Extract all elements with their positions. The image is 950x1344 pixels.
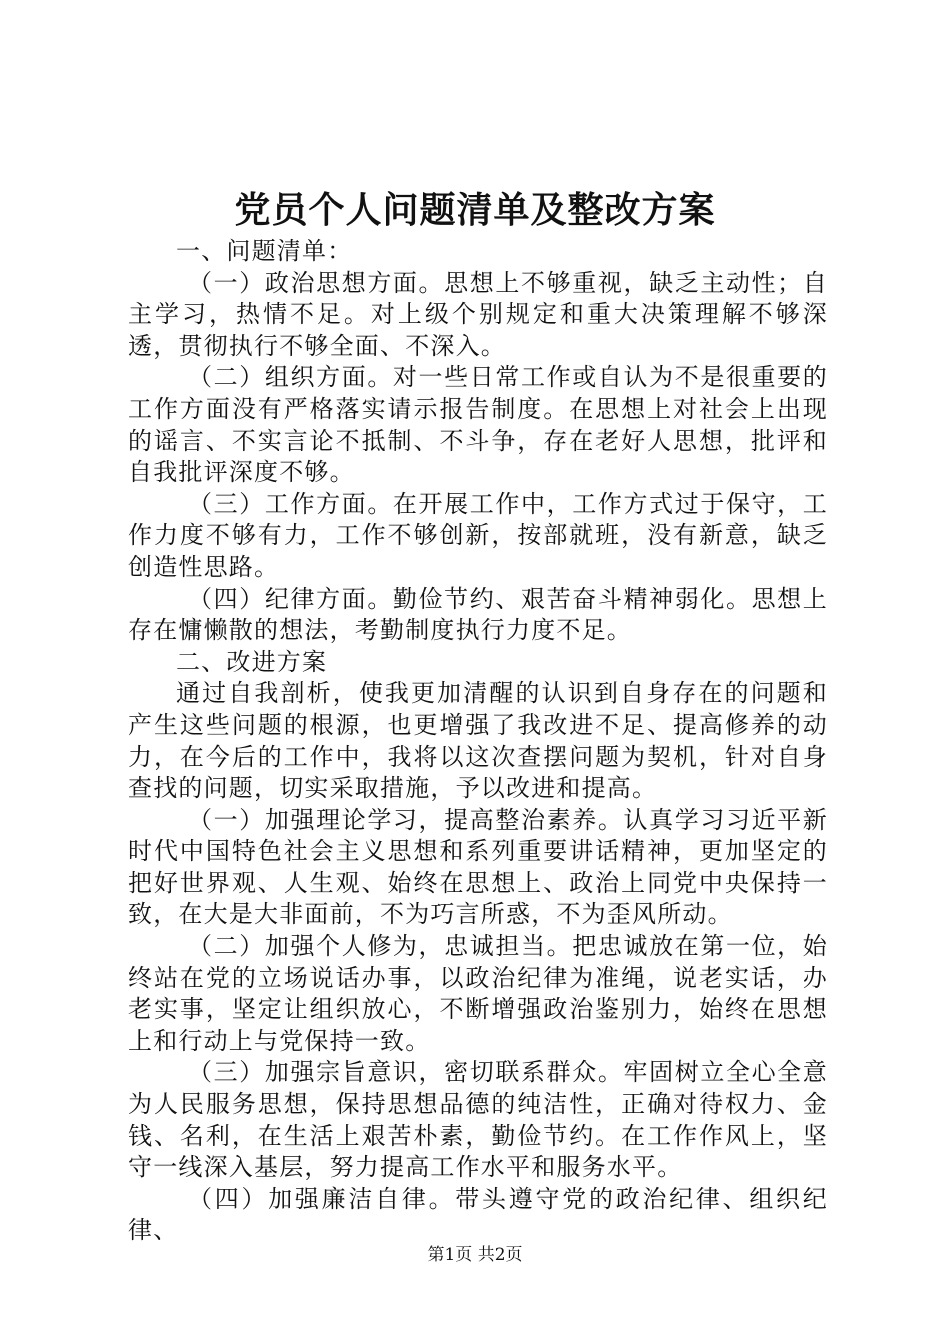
- paragraph-personal-cultivation: （二）加强个人修为，忠诚担当。把忠诚放在第一位，始终站在党的立场说话办事，以政治纪律为准绳，说老实话，办老实事，坚定让组织放心，不断增强政治鉴别力，始终在思想上和行动上与党保持一致。: [128, 932, 828, 1055]
- document-body: [128, 236, 828, 1247]
- paragraph-political-thought: （一）政治思想方面。思想上不够重视，缺乏主动性；自主学习，热情不足。对上级个别规定和重大决策理解不够深透，贯彻执行不够全面、不深入。: [128, 268, 828, 360]
- paragraph-integrity: （四）加强廉洁自律。带头遵守党的政治纪律、组织纪律、: [128, 1184, 828, 1245]
- paragraph-theory-study: （一）加强理论学习，提高整治素养。认真学习习近平新时代中国特色社会主义思想和系列重要讲话精神，更加坚定的把好世界观、人生观、始终在思想上、政治上同党中央保持一致，在大是大非面前，不为巧言所惑，不为歪风所动。: [128, 805, 828, 929]
- paragraph-discipline: （四）纪律方面。勤俭节约、艰苦奋斗精神弱化。思想上存在慵懒散的想法，考勤制度执行力度不足。: [128, 584, 828, 645]
- paragraph-self-analysis: 通过自我剖析，使我更加清醒的认识到自身存在的问题和产生这些问题的根源，也更增强了我改进不足、提高修养的动力，在今后的工作中，我将以这次查摆问题为契机，针对自身查找的问题，切实采取措施，予以改进和提高。: [128, 679, 828, 803]
- document-title: 党员个人问题清单及整改方案: [234, 189, 716, 231]
- paragraph-purpose-awareness: （三）加强宗旨意识，密切联系群众。牢固树立全心全意为人民服务思想，保持思想品德的纯洁性，正确对待权力、金钱、名利，在生活上艰苦朴素，勤俭节约。在工作作风上，坚守一线深入基层，努力提高工作水平和服务水平。: [128, 1058, 828, 1182]
- paragraph-organization: （二）组织方面。对一些日常工作或自认为不是很重要的工作方面没有严格落实请示报告制度。在思想上对社会上出现的谣言、不实言论不抵制、不斗争，存在老好人思想，批评和自我批评深度不够。: [128, 363, 828, 487]
- page-footer: 第1页 共2页: [427, 1245, 523, 1265]
- section-heading-problems: 一、问题清单：: [176, 237, 353, 265]
- section-heading-improvement: 二、改进方案: [176, 647, 328, 676]
- paragraph-work: （三）工作方面。在开展工作中，工作方式过于保守，工作力度不够有力，工作不够创新，按部就班，没有新意，缺乏创造性思路。: [128, 489, 828, 581]
